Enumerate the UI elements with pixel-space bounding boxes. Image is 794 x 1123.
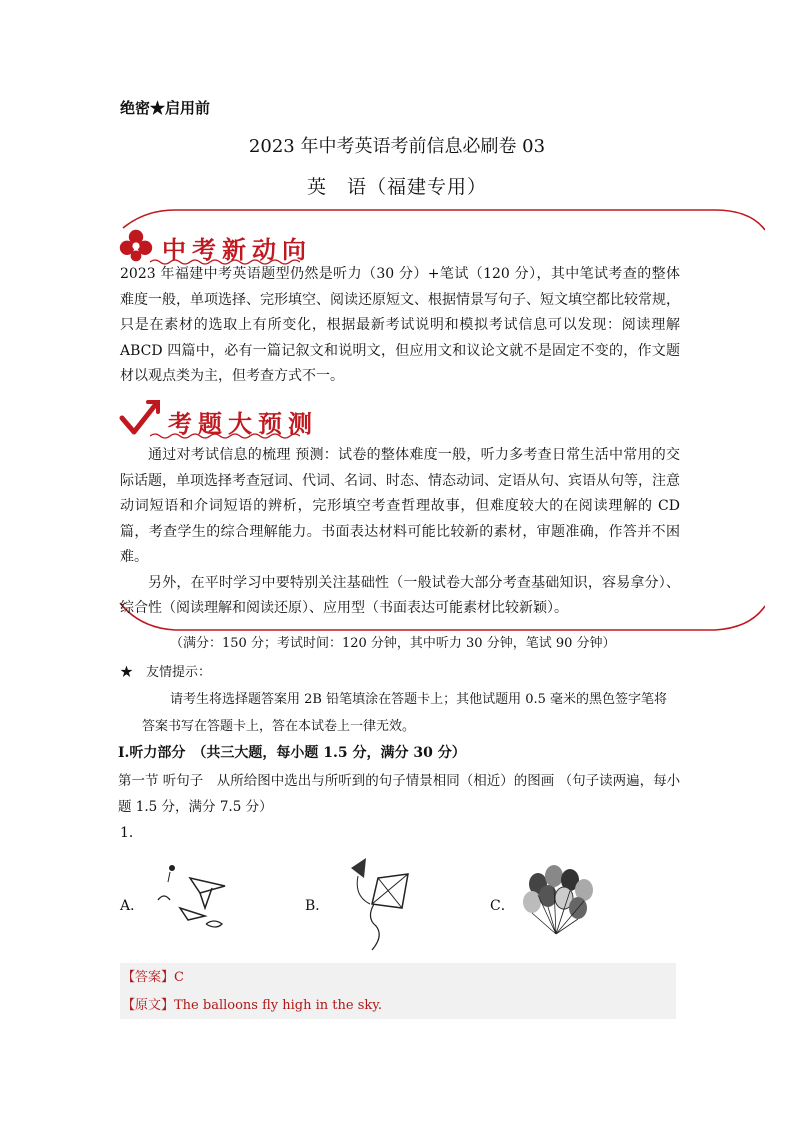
forecast-paragraph-1: 通过对考试信息的梳理 预测：试卷的整体难度一般，听力多考查日常生活中常用的交际话题，单项选择考查冠词、代词、名词、时态、情态动词、定语从句、宾语从句等，注意动词短语和介词短语的辨析，完形填空考查哲理故事，但难度较大的在阅读理解的 CD 篇，考查学生的综合理解能力。书面表达材料可能比较新的素材，审题准确，作答并不困难。 [120,447,680,565]
paper-title: 2023 年中考英语考前信息必刷卷 03 [248,136,546,157]
part-title: Ⅰ.听力部分 （共三大题，每小题 1.5 分，满分 30 分） [118,745,466,761]
paper-subtitle: 英 语（福建专用） [306,176,487,198]
question-number: 1． [120,825,143,841]
tips-label: ★ 友情提示： [120,665,212,680]
answer-label: 【答案】 [122,970,175,985]
trend-text [120,262,680,390]
answer-line [122,966,184,985]
exam-info: （满分：150 分；考试时间：120 分钟，其中听力 30 分钟，笔试 90 分钟） [170,636,616,651]
kites-image [336,856,420,956]
forecast-text [120,443,680,622]
tips-line-1: 请考生将选择题答案用 2B 铅笔填涂在答题卡上；其他试题用 0.5 毫米的黑色签字笔将 [170,692,668,707]
answer-value: C [174,970,184,985]
script-label: 【原文】 [122,998,175,1013]
script-line [122,994,382,1013]
option-b-label: B． [305,898,330,914]
option-c-label: C． [490,898,515,914]
script-text: The balloons fly high in the sky. [174,998,382,1013]
option-a-label: A． [120,898,145,914]
balloons-image [518,862,600,942]
confidential-label: 绝密★启用前 [120,99,211,117]
trend-paragraph: 2023 年福建中考英语题型仍然是听力（30 分）+笔试（120 分），其中笔试考查的整体难度一般，单项选择、完形填空、阅读还原短文、根据情景写句子、短文填空都比较常规，只是在素材的选取上有所变化，根据最新考试说明和模拟考试信息可以发现：阅读理解 ABCD 四篇中，必有一篇记叙文和说明文，但应用文和议论文就不是固定不变的，作文题材以观点类为主，但考查方式不一。 [120,266,680,384]
paper-planes-image [150,858,230,938]
section-instructions: 第一节 听句子 从所给图中选出与所听到的句子情景相同（相近）的图画 （句子读两遍，每小题 1.5 分，满分 7.5 分） [118,773,681,815]
tips-line-2: 答案书写在答题卡上，答在本试卷上一律无效。 [142,719,416,734]
heading-underline [150,432,300,440]
tips-text [120,686,680,740]
forecast-heading: 考题大预测 [168,410,318,438]
trend-heading: 中考新动向 [162,236,312,264]
forecast-paragraph-2: 另外，在平时学习中要特别关注基础性（一般试卷大部分考查基础知识，容易拿分）、综合性（阅读理解和阅读还原）、应用型（书面表达可能素材比较新颖）。 [120,574,680,616]
